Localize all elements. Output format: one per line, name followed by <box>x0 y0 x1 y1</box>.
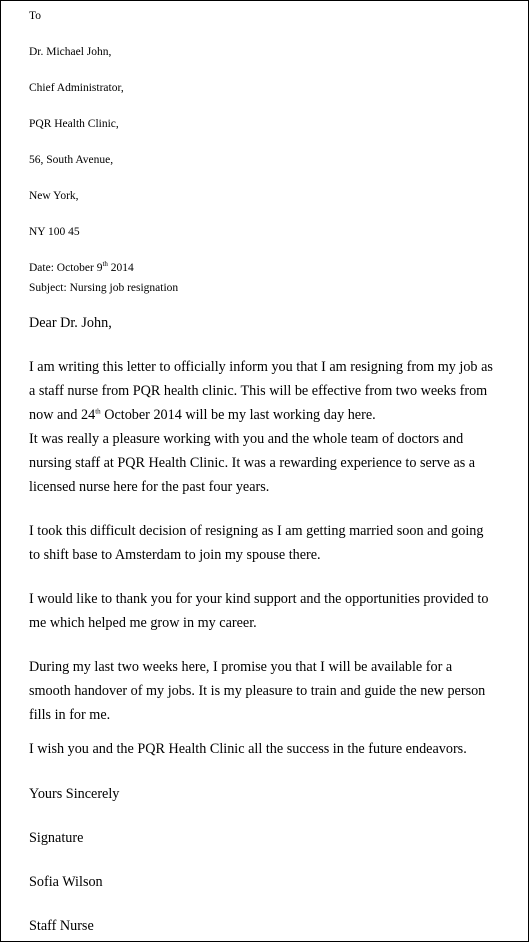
paragraph-4-line-1: During my last two weeks here, I promise you that I will be available for a <box>29 659 453 675</box>
paragraph-2-line-1: I took this difficult decision of resigning as I am getting married soon and going <box>29 523 484 539</box>
salutation: Dear Dr. John, <box>29 315 112 331</box>
letter-subject: Subject: Nursing job resignation <box>29 282 179 294</box>
address-street: 56, South Avenue, <box>29 154 114 166</box>
address-city: New York, <box>29 190 79 202</box>
letter-date: Date: October 9th 2014 <box>29 260 134 274</box>
signature: Signature <box>29 830 84 846</box>
paragraph-1-line-6: licensed nurse here for the past four years. <box>29 479 270 495</box>
address-title: Chief Administrator, <box>29 82 124 94</box>
paragraph-4-line-2: smooth handover of my jobs. It is my pleasure to train and guide the new person <box>29 683 486 699</box>
sender-name: Sofia Wilson <box>29 874 103 890</box>
paragraph-5: I wish you and the PQR Health Clinic all the success in the future endeavors. <box>29 741 467 757</box>
paragraph-3-line-1: I would like to thank you for your kind support and the opportunities provided to <box>29 591 489 607</box>
paragraph-1-line-4: It was really a pleasure working with you and the whole team of doctors and <box>29 431 464 447</box>
paragraph-3-line-2: me which helped me grow in my career. <box>29 615 257 631</box>
address-organization: PQR Health Clinic, <box>29 118 119 130</box>
address-name: Dr. Michael John, <box>29 46 112 58</box>
paragraph-4-line-3: fills in for me. <box>29 707 111 723</box>
closing: Yours Sincerely <box>29 786 120 802</box>
paragraph-2-line-2: to shift base to Amsterdam to join my spouse there. <box>29 547 321 563</box>
sender-title: Staff Nurse <box>29 918 94 934</box>
paragraph-1-line-3: now and 24th October 2014 will be my last working day here. <box>29 407 376 423</box>
address-to: To <box>29 10 41 22</box>
paragraph-1-line-1: I am writing this letter to officially inform you that I am resigning from my job as <box>29 359 493 375</box>
address-zip: NY 100 45 <box>29 226 80 238</box>
paragraph-1-line-2: a staff nurse from PQR health clinic. This will be effective from two weeks from <box>29 383 488 399</box>
paragraph-1-line-5: nursing staff at PQR Health Clinic. It was a rewarding experience to serve as a <box>29 455 476 471</box>
